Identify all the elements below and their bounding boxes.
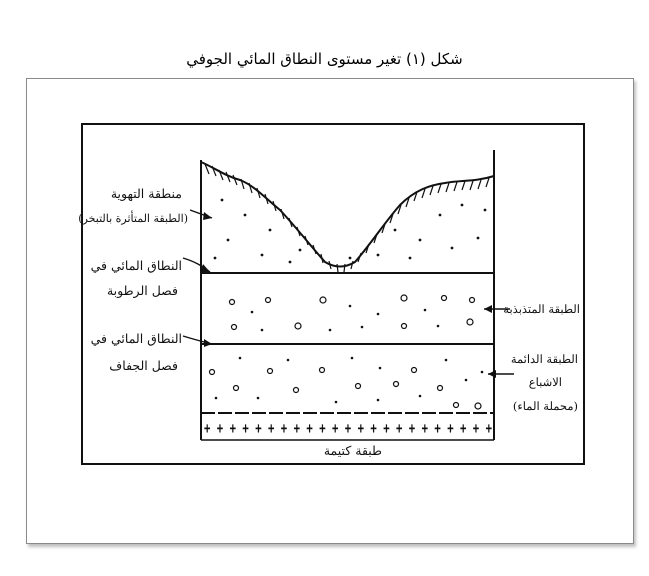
label-wet-season-2: فصل الرطوبة (106, 283, 178, 298)
arrow-heads (201, 212, 496, 378)
label-aeration-zone-1: منطقة التهوية (110, 186, 182, 201)
label-aeration-zone-2: (الطبقة المتأثرة بالتبخر) (78, 212, 188, 225)
ground-hatching (205, 164, 489, 272)
aeration-zone-dots (214, 199, 487, 264)
label-saturation-2: الاشباع (528, 375, 562, 389)
label-wet-season-1: النطاق المائي في (90, 258, 182, 273)
label-saturation-3: (محملة الماء) (512, 399, 578, 413)
fluctuating-layer-particles (230, 295, 475, 330)
label-arrows (183, 210, 514, 374)
saturated-layer-dots (215, 357, 484, 404)
saturated-layer-particles (210, 368, 482, 410)
fluctuating-layer-dots (251, 305, 440, 332)
impermeable-symbols: + + + + + + + + + + + + + + + + + + + + + + + (204, 419, 492, 437)
label-saturation-1: الطبقة الدائمة (510, 352, 578, 366)
figure-caption: شكل (١) تغير مستوى النطاق المائي الجوفي (186, 50, 463, 68)
label-impermeable-layer: طبقة كتيمة (323, 443, 382, 458)
label-dry-season-2: فصل الجفاف (109, 358, 178, 373)
label-fluctuating-layer: الطبقة المتذبذبة (503, 302, 580, 316)
label-dry-season-1: النطاق المائي في (90, 331, 182, 346)
